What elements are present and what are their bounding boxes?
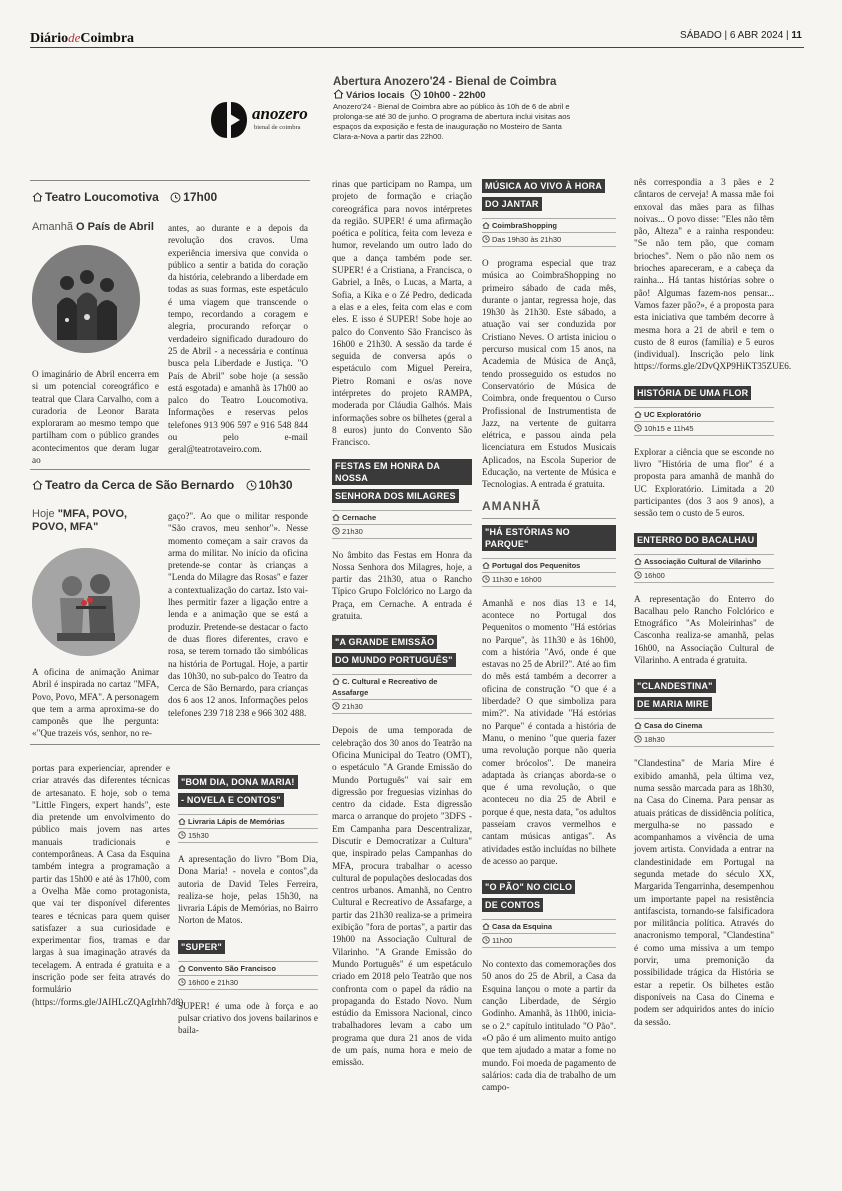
poster-mfa (32, 548, 140, 656)
brand-part-de: de (68, 30, 81, 45)
event-venue (482, 919, 616, 934)
venue-text: Casa do Cinema (644, 721, 703, 731)
time-text: Das 19h30 às 21h30 (492, 235, 562, 244)
event-venue (332, 510, 472, 525)
clock-icon (246, 480, 257, 491)
divider (30, 180, 310, 181)
house-icon (332, 678, 340, 685)
article-text: "Clandestina" de Maria Mire é exibido amanhã, pela última vez, numa sessão marcada para as 18h30, na Casa do Cinema. Para pensar as atuais práticas de dissidência política, mergulha-se no passado e acompanhamos a vivência de uma jovem artista. Convidada a entrar na clandestinidade em Portugal na segunda metade do século XX, Margarida Tengarrinha, desempenhou um importante papel na resistência antifascista, tornando-se falsificadora por militância política. Através do anacronismo temporal, "Clandestina" é como uma missiva a um tempo porvir, uma premonição da possibilidade trágica da História se estar a repetir. Os bilhetes estão disponíveis na Casa do Cinema e podem ser adquiridos antes do início da sessão. (634, 758, 774, 1027)
clock-icon (332, 702, 340, 710)
event-tag: "O PÃO" NO CICLO (482, 880, 575, 894)
kicker-title: "MFA, POVO, POVO, MFA" (32, 508, 128, 533)
house-icon (634, 558, 642, 565)
article-text: Depois de uma temporada de celebração dos 30 anos do Teatrão na Oficina Municipal do Teatro (OMT), o espetáculo "A Grande Emissão do Mundo Português" vai sair em digressão por freguesias vizinhas do centro da cidade. Esta digressão marca o arranque do projeto "3DFS - Em Campanha para Descentralizar, Discutir e Democratizar a Cultura" que, inspirado pelas Campanhas do MFA, procura trabalhar o acesso cultural de populações deslocadas dos centros urbanos. Amanhã, no Centro Cultural e Recreativo de Assafarge, a partir das 21h30 realiza-se a primeira exibição "fora de portas", a partir das 19h00 na Associação Cultural de Vilarinho. "A Grande Emissão do Mundo Português" é um espetáculo criado em 2018 pelo Teatrão que nos confronta com o papel da rádio na propaganda do Estado Novo. Num estúdio da Emissora Nacional, cinco trabalhadores levam a cabo um programa que dura 21 anos de vida de um país, numa hora e meio de emissão. (332, 725, 472, 1068)
house-icon (482, 562, 490, 569)
time-text: 21h30 (342, 526, 363, 536)
bom-dia-event (178, 772, 318, 1037)
header-rule (30, 47, 804, 48)
house-icon (634, 722, 642, 729)
venue-heading-loucomotiva (32, 190, 217, 204)
article-text: portas para experienciar, aprender e criar através das diferentes técnicas de artesanato. E hoje, sob o tema "Little Fingers, expert hands", este dia pretende um envolvimento do público mais jovem nas artes manuais tradicionais e contemporâneas. A Casa da Esquina também integra a programação a partir das 15h00 e até às 17h00, com a Ovelha Mãe como protagonista, que vai ter disponível diferentes teares e técnicas para quem quiser satisfazer a sua curiosidade e experimentar fios, tramas e dar largas à sua imaginação através da tecelagem. A entrada é gratuita e a inscrição pode ser feita através do formulário (https://forms.gle/JAIHLcZQAgIrhh7d8). (32, 763, 186, 1007)
event-tag: DO JANTAR (482, 197, 542, 211)
clock-icon (332, 527, 340, 535)
house-icon (333, 89, 344, 99)
article-text: No âmbito das Festas em Honra da Nossa Senhora dos Milagres, hoje, a partir das 21h30, atua o Rancho Típico Grupo Folclórico no Largo da Praça, em Cernache. A entrada é gratuita. (332, 549, 472, 622)
event-tag: DE CONTOS (482, 898, 543, 912)
clock-icon (170, 192, 181, 203)
article-text: A representação do Enterro do Bacalhau pelo Rancho Folclórico e Etnográfico "As Moleirinhas" de Casconha realiza-se amanhã, pelas 16h00, na Associação Cultural de Vilarinho. A entrada é gratuita. (634, 593, 774, 666)
kicker-when: Amanhã (32, 221, 73, 233)
clock-icon (634, 571, 642, 579)
anozero-logo (210, 98, 330, 142)
promo-block (333, 76, 578, 142)
time-text: 11h00 (492, 936, 513, 946)
venue-text: Associação Cultural de Vilarinho (644, 556, 761, 566)
event-tag: "BOM DIA, DONA MARIA! (178, 775, 298, 789)
time-text: 18h30 (644, 735, 665, 745)
clock-icon (634, 735, 642, 743)
event-tag: "CLANDESTINA" (634, 679, 716, 693)
kicker-loucomotiva (32, 221, 154, 233)
venue-text: Cernache (342, 512, 377, 522)
venue-text: C. Cultural e Recreativo de Assafarge (332, 677, 438, 698)
event-time (482, 934, 616, 948)
event-tag: HISTÓRIA DE UMA FLOR (634, 386, 751, 400)
house-icon (32, 192, 43, 202)
event-venue (482, 558, 616, 573)
time-text: 16h00 e 21h30 (188, 977, 239, 987)
event-tag: DO MUNDO PORTUGUÊS" (332, 653, 456, 667)
column-5 (634, 176, 792, 1028)
house-icon (634, 411, 642, 418)
clock-icon (634, 424, 642, 432)
venue-text: CoimbraShopping (492, 221, 557, 230)
venue-text: UC Exploratório (644, 409, 702, 419)
venue-name: Teatro da Cerca de São Bernardo (45, 478, 235, 492)
clock-icon (482, 575, 490, 583)
poster-mfa-image (32, 548, 140, 656)
event-venue (178, 814, 318, 829)
clock-icon (410, 89, 421, 100)
article-text: gaço?". Ao que o militar responde "São cravos, meu senhor"». Nesse momento começam a sair cravos da arma do militar. No início da oficina pretende-se contar às crianças a "Lenda do Milagre das Rosas" e fazer a contextualização do cartaz. Isto vai-lhes permitir fazer a ligação entre a lenda e a animação que se está a produzir. Pretende-se destacar o facto de duas flores diferentes, cravo e rosa, se terem tornado tão simbólicas na história de Portugal. Hoje, a partir das 10h30, no sub-palco do Teatro da Cerca de São Bernardo, para crianças dos 6 aos 12 anos. Informações pelos telefones 239 718 238 e 966 302 488. (168, 511, 308, 718)
event-time (634, 422, 774, 436)
article-text: O programa especial que traz música ao CoimbraShopping no primeiro sábado de cada mês, durante o jantar, regressa hoje, das 19h30 às 21h30. Este sábado, a atuação vai ser conduzida por Cristiano Neves. O artista iniciou o percurso musical com 15 anos, na Academia de Música de Ançã, tendo prosseguido os estudos no Conservatório de Música de Coimbra, onde frequentou o Curso Profissional de Instrumentista de Jazz, na vertente de guitarra elétrica, e passou ainda pela licenciatura em Estudos Musicais Aplicados, na Escola Superior de Educação, na vertente de Música e Tecnologias. A entrada é gratuita. (482, 258, 616, 490)
event-venue (332, 674, 472, 700)
event-time (482, 573, 616, 587)
house-icon (178, 965, 186, 972)
article-text: A oficina de animação Animar Abril é inspirada no cartaz "MFA, Povo, Povo, MFA". A personagem que tem a arma aproxima-se do camponês que lhe pergunta: «"Que trazeis vós, senhor, no re- (32, 667, 159, 739)
house-icon (332, 514, 340, 521)
photo-dancers-image (32, 245, 140, 353)
event-tag: DE MARIA MIRE (634, 697, 712, 711)
brand-part: Coimbra (80, 31, 135, 46)
event-venue (634, 554, 774, 569)
time-text: 15h30 (188, 831, 209, 840)
event-time (332, 700, 472, 714)
article-text: Explorar a ciência que se esconde no livro "História de uma flor" é a proposta para amanhã de manhã do UC Exploratório. Limitada a 20 participantes (dos 3 aos 9 anos), a sessão tem o custo de 5 euros. (634, 446, 774, 519)
event-time (482, 233, 616, 247)
event-tag: MÚSICA AO VIVO À HORA (482, 179, 605, 193)
time-text: 11h30 e 16h00 (492, 574, 542, 584)
article-text: SUPER! é uma ode à força e ao pulsar criativo dos jovens bailarinos e baila- (178, 1000, 318, 1036)
event-venue (482, 218, 616, 233)
event-tag: ENTERRO DO BACALHAU (634, 533, 757, 547)
event-tag: FESTAS EM HONRA DA NOSSA (332, 459, 472, 485)
event-venue (634, 718, 774, 733)
article-text: A apresentação do livro "Bom Dia, Dona Maria! - novela e contos",da autoria de David Teles Ferreira, realiza-se hoje, pelas 15h30, na livraria Lápis de Memórias, no Bairro Norton de Matos. (178, 854, 318, 926)
photo-dancers (32, 245, 140, 353)
date-label: SÁBADO | 6 ABR 2024 | (680, 30, 789, 41)
masthead-logo (30, 30, 134, 47)
house-icon (482, 222, 490, 229)
article-text: antes, ao durante e a depois da revolução dos cravos. Uma experiência imersiva que convida o público a sentir a batida do coração da história, celebrando a liberdade em todas as suas formas, este espetáculo é uma viagem que transcende o tempo, recordando a coragem e alegria, procurando reforçar o verdadeiro significado duradouro do 25 de Abril - a necessária e contínua busca pela Liberdade e Justiça. "O País de Abril" sobe hoje (a sessão está esgotada) e amanhã às 17h00 ao palco do Teatro Loucomotiva. Informações e reservas pelos telefones 913 906 597 e 916 548 844 ou pelo e-mail geral@teatrotaveiro.com. (168, 223, 308, 455)
event-tag: "HÁ ESTÓRIAS NO PARQUE" (482, 525, 616, 551)
article-text: Amanhã e nos dias 13 e 14, acontece no Portugal dos Pequenitos o momento "Há estórias no Parque", às 11h30 e às 16h00, com a história "Avó, onde é que estavas no 25 de Abril?". Até ao fim do mês está também a decorrer a oficina de construção "O que é a liberdade? O que simboliza para mim?". Na atividade "Há estórias no Parque" é contada a história de Manu, o menino "que queria fazer uma revolução porque não queria comer brócolos". De maneira adaptada às crianças aborda-se o que é uma revolução, o que aconteceu no dia 25 de Abril e porque é que, nesta data, "os adultos passeiam cravos vermelhos e cantam músicas antigas". As atividades estão incluídas no bilhete de acesso ao parque. (482, 597, 616, 866)
time-text: 21h30 (342, 702, 363, 712)
venue-text: Casa da Esquina (492, 922, 553, 932)
column-4 (482, 176, 616, 1093)
divider (30, 744, 320, 745)
event-tag: - NOVELA E CONTOS" (178, 793, 284, 807)
event-tag: "SUPER" (178, 940, 225, 954)
event-venue (178, 961, 318, 976)
event-time (634, 733, 774, 747)
anozero-logo-icon (210, 100, 248, 140)
page-number: 11 (791, 30, 802, 41)
article-text: O imaginário de Abril encerra em si um potencial coreográfico e teatral que Clara Carvalho, com a curadoria de Leonor Barata exploraram ao mesmo tempo que partilham com o público grandes acontecimentos que deram lugar ao (32, 369, 159, 466)
house-icon (32, 480, 43, 490)
house-icon (178, 818, 186, 825)
logo-word: anozero (252, 104, 308, 123)
article-text: rinas que participam no Rampa, um projeto de formação e criação coreográfica para novos intérpretes da região. SUPER! é uma afirmação poética e política, feita com leveza e humor, revelando um outro lado do que a dança também pode ser. SUPER! é a Cristiana, a Francisca, o Gabriel, a Inês, o Lucas, a Marta, a Sofia, a Kika e o Zé Pedro, dedicada a elas e a eles, feita com elas e com eles. E isso é SUPER! Sobe hoje ao palco do Convento São Francisco às 16h00 e 21h30. A sessão da tarde é seguida de conversa após o espetáculo com Miguel Pereira, Pietro Romani e os/as nove intérpretes do projeto RAMPA, moderada por Cláudia Galhós. Mais informações sobre os bilhetes (geral a 8 euros) junto do Convento São Francisco. (332, 179, 472, 448)
clock-icon (482, 936, 490, 944)
section-amanha: AMANHÃ (482, 498, 542, 513)
kicker-title: O País de Abril (76, 221, 154, 233)
venue-time: 17h00 (183, 190, 218, 204)
promo-title: Abertura Anozero'24 - Bienal de Coimbra (333, 76, 557, 88)
event-venue (634, 407, 774, 422)
time-text: 16h00 (644, 570, 665, 580)
kicker-cerca (32, 508, 152, 534)
house-icon (482, 923, 490, 930)
clock-icon (482, 235, 490, 243)
clock-icon (178, 831, 186, 839)
venue-text: Convento São Francisco (188, 963, 276, 973)
promo-text: Anozero'24 - Bienal de Coimbra abre ao público às 10h de 6 de abril e prolonga-se até 30 de junho. O programa de abertura inclui visitas aos espaços da exposição e festa de inauguração no Mosteiro de Santa Clara-a-Nova a partir das 22h00. (333, 102, 571, 141)
venue-text: Portugal dos Pequenitos (492, 560, 581, 570)
venue-name: Teatro Loucomotiva (45, 190, 159, 204)
article-text: nês correspondia a 3 pães e 2 cântaros de cerveja! A massa mãe foi enxoval das mães para as filhas noivas... O povo disse: "Eles não têm pão, Alteza" e a rainha respondeu: "Se não tem pão, que comam brioches". Nem o pão não nem os brioches apareceram, e a cabeça da rainha... Há tantas histórias sobre o pão! Algumas fazem-nos pensar... Vamos fazer pão?», é a proposta para esta iniciativa que também decorre à mesma hora a 21 de abril e tem o custo de 8 euros (família) e 5 euros (individual). Inscrição pelo link https://forms.gle/2DvQXP9HiKT35ZUE6. (634, 177, 792, 372)
column-3 (332, 178, 472, 1069)
brand-part: Diário (30, 31, 69, 46)
divider (30, 469, 310, 470)
event-time (332, 525, 472, 539)
kicker-when: Hoje (32, 508, 55, 520)
article-text: No contexto das comemorações dos 50 anos do 25 de Abril, a Casa da Esquina lançou o mote a partir da canção Liberdade, de Sérgio Godinho. Amanhã, às 11h00, inicia-se o 2.º capítulo intitulado "O Pão". «O pão é um alimento muito antigo que tem ajudado a matar a fome no mundo. Foi moeda de pagamento de salários: cada dia de trabalho de um campo- (482, 959, 616, 1093)
venue-text: Livraria Lápis de Memórias (188, 817, 285, 826)
event-time (178, 829, 318, 843)
event-tag: "A GRANDE EMISSÃO (332, 635, 437, 649)
promo-meta (333, 89, 578, 101)
logo-subtitle: bienal de coimbra (254, 124, 301, 131)
event-time (178, 976, 318, 990)
time-text: 10h15 e 11h45 (644, 423, 694, 433)
venue-heading-cerca (32, 478, 293, 492)
event-time (634, 569, 774, 583)
clock-icon (178, 978, 186, 986)
page-info (680, 30, 802, 41)
venue-time: 10h30 (258, 478, 293, 492)
promo-time: 10h00 - 22h00 (423, 90, 486, 101)
promo-venue: Vários locais (346, 90, 405, 101)
event-tag: SENHORA DOS MILAGRES (332, 489, 459, 503)
